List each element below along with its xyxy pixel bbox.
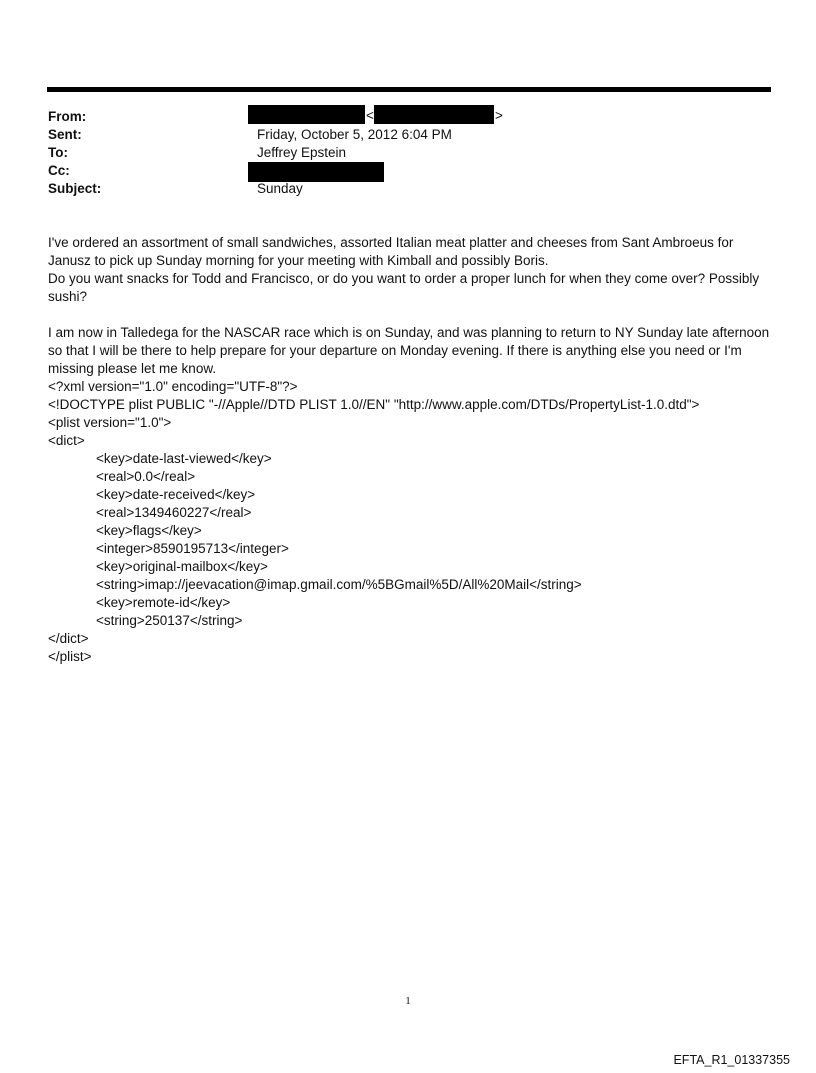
sent-label: Sent: [48,127,82,142]
body-line: so that I will be there to help prepare for your departure on Monday evening. If there is anything else you need or I'm [48,343,742,358]
body-line: Janusz to pick up Sunday morning for your meeting with Kimball and possibly Boris. [48,253,549,268]
plist-xml-block [48,378,770,666]
xml-line: </dict> [48,631,89,646]
body-line: missing please let me know. [48,361,217,376]
xml-line: <string>250137</string> [96,613,243,628]
body-paragraph-3 [48,324,770,378]
to-value: Jeffrey Epstein [257,145,347,160]
xml-line: <real>1349460227</real> [96,505,252,520]
xml-line: <?xml version="1.0" encoding="UTF-8"?> [48,379,298,394]
xml-line: <key>remote-id</key> [96,595,231,610]
xml-line: <plist version="1.0"> [48,415,172,430]
body-line: sushi? [48,289,88,304]
sent-value: Friday, October 5, 2012 6:04 PM [257,127,452,142]
from-label: From: [48,109,87,124]
xml-line: </plist> [48,649,92,664]
from-email-close-bracket: > [495,108,503,123]
xml-line: <key>original-mailbox</key> [96,559,268,574]
xml-line: <!DOCTYPE plist PUBLIC "-//Apple//DTD PLIST 1.0//EN" "http://www.apple.com/DTDs/PropertyList-1.0.dtd"> [48,397,700,412]
to-label: To: [48,145,68,160]
xml-line: <dict> [48,433,85,448]
from-email-redaction [374,105,494,124]
from-name-redaction [248,105,365,124]
from-email-open-bracket: < [366,108,374,123]
xml-line: <key>flags</key> [96,523,202,538]
cc-label: Cc: [48,163,70,178]
subject-label: Subject: [48,181,102,196]
body-line: Do you want snacks for Todd and Francisco, or do you want to order a proper lunch for when they come over? Possibly [48,271,760,286]
xml-line: <real>0.0</real> [96,469,196,484]
header-rule [47,87,771,92]
body-paragraph-1 [48,234,770,306]
body-line: I am now in Talledega for the NASCAR race which is on Sunday, and was planning to return to NY Sunday late afternoon [48,325,770,340]
xml-line: <integer>8590195713</integer> [96,541,289,556]
document-id: EFTA_R1_01337355 [673,1053,790,1067]
body-line: I've ordered an assortment of small sandwiches, assorted Italian meat platter and cheeses from Sant Ambroeus for [48,235,734,250]
cc-redaction [248,162,384,182]
xml-line: <key>date-last-viewed</key> [96,451,272,466]
subject-value: Sunday [257,181,303,196]
xml-line: <key>date-received</key> [96,487,256,502]
xml-line: <string>imap://jeevacation@imap.gmail.com/%5BGmail%5D/All%20Mail</string> [96,577,582,592]
page-number: 1 [405,995,411,1007]
